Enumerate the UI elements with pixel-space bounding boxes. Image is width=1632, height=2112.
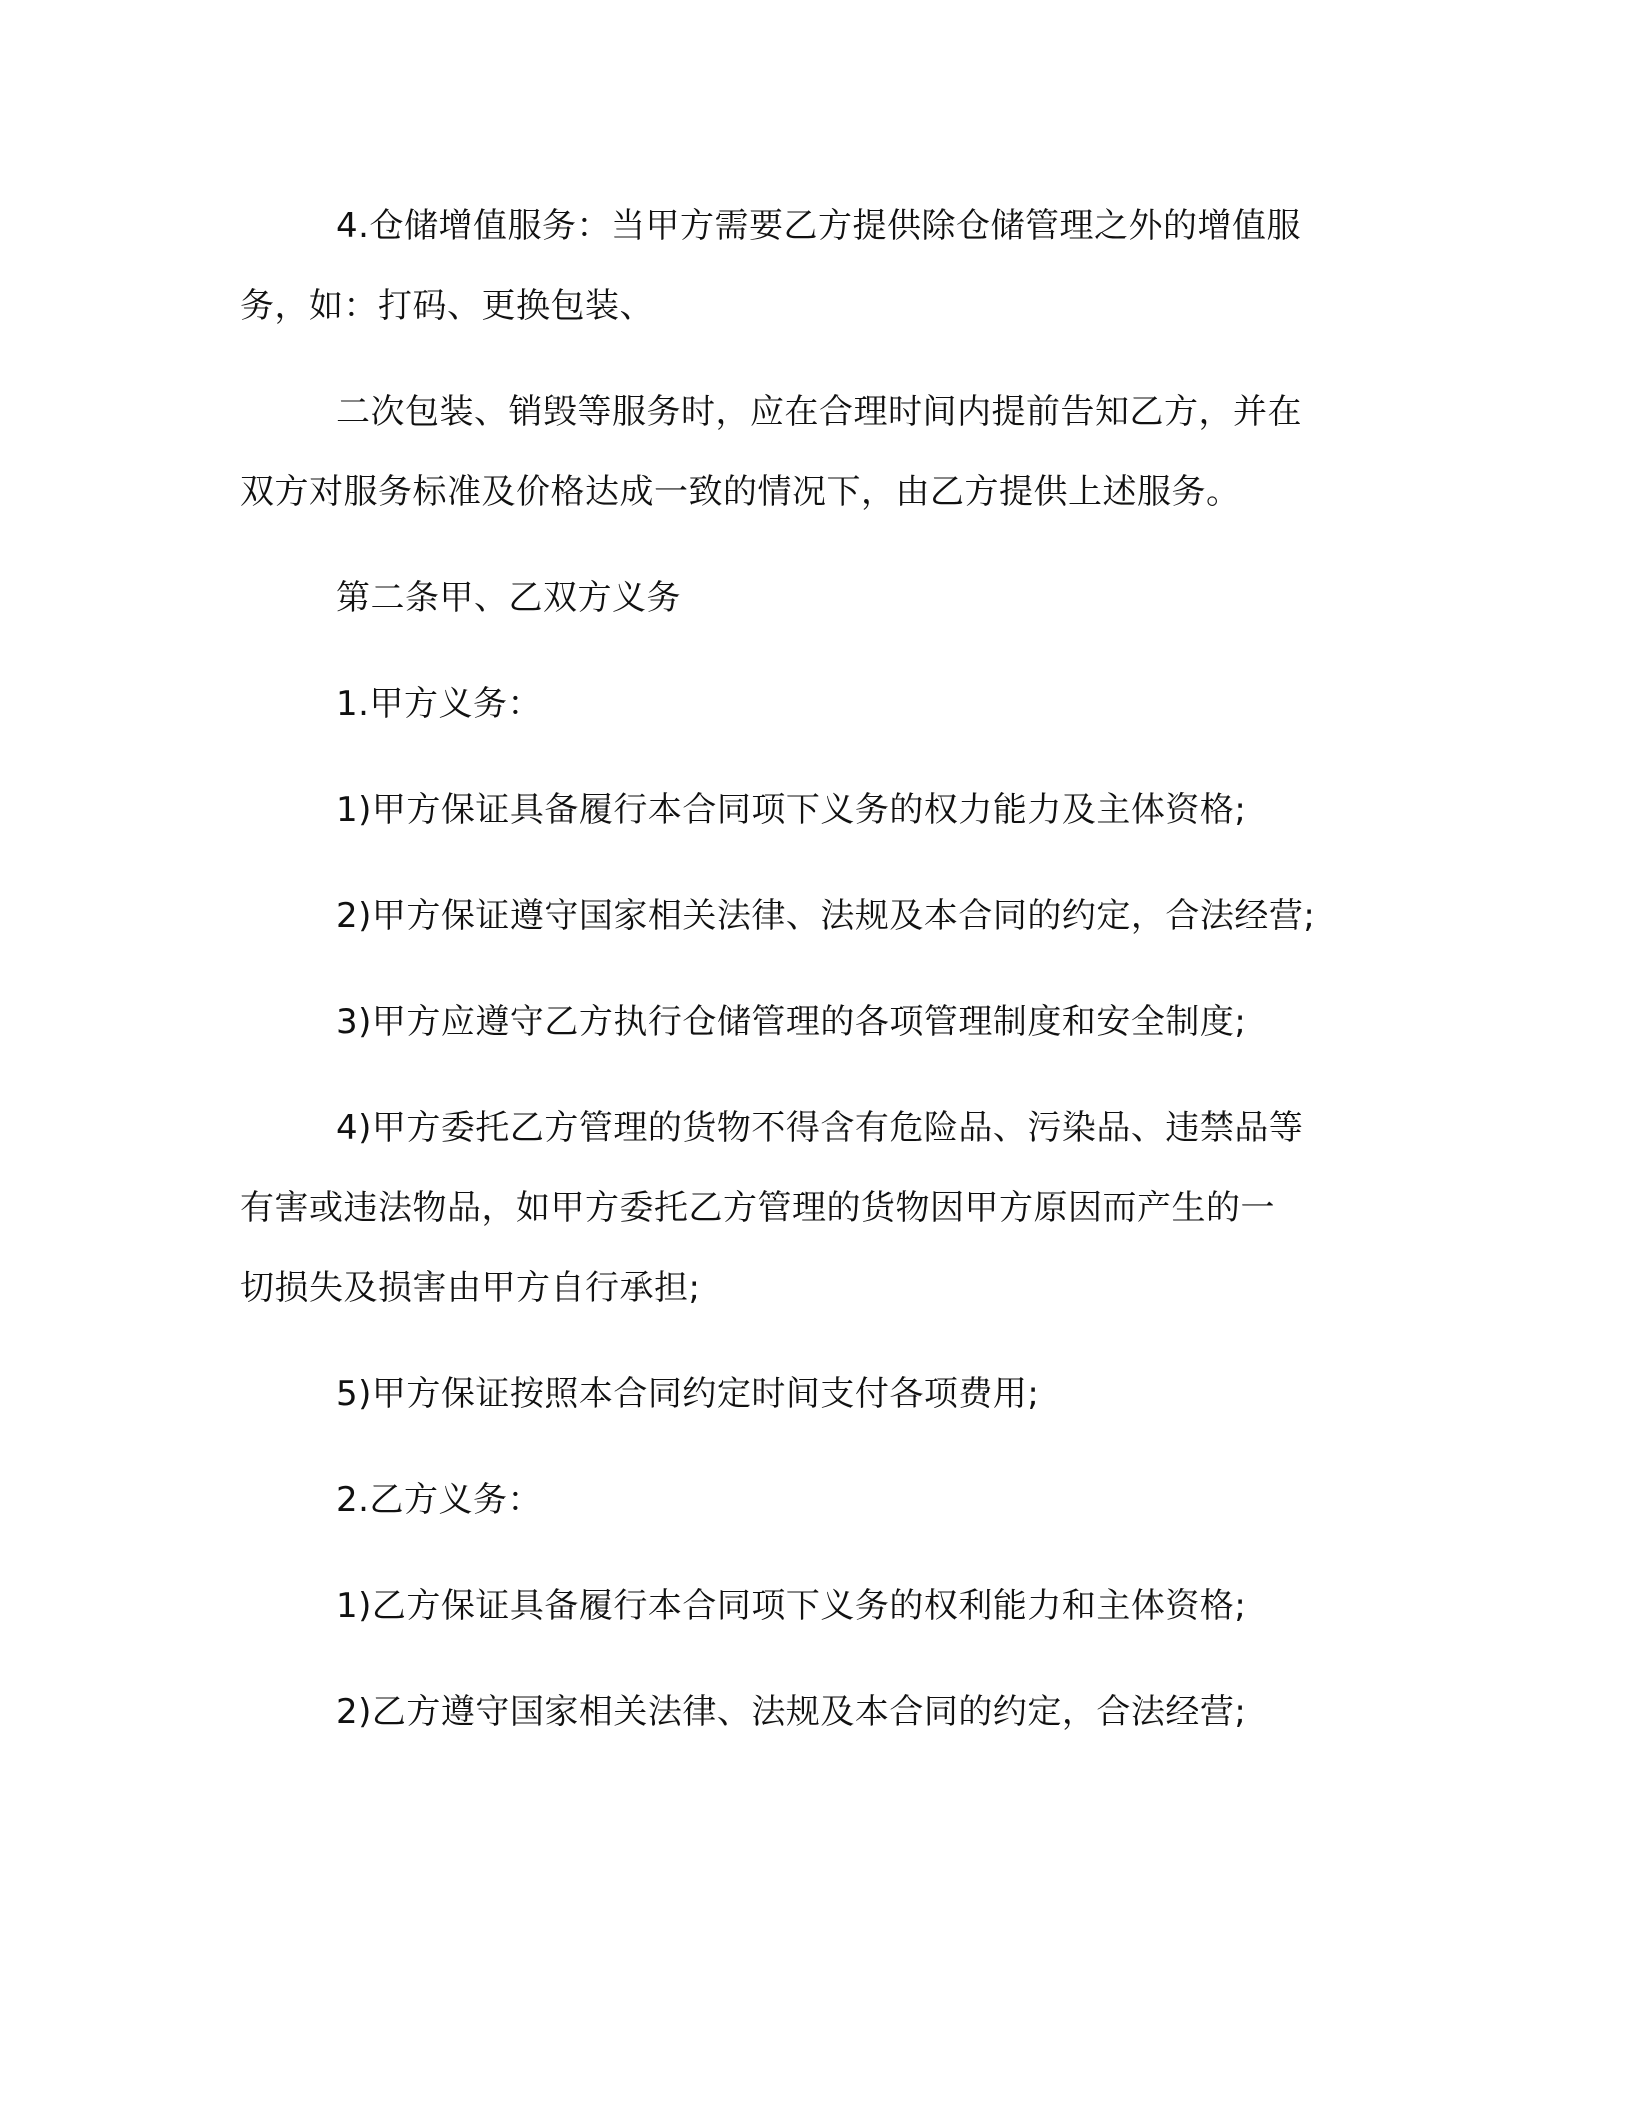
- list-item-party-a-1: 1)甲方保证具备履行本合同项下义务的权力能力及主体资格;: [336, 790, 1247, 830]
- list-item-party-b-2: 2)乙方遵守国家相关法律、法规及本合同的约定，合法经营;: [336, 1692, 1247, 1732]
- document-body: [240, 186, 1380, 1752]
- paragraph-line: 有害或违法物品，如甲方委托乙方管理的货物因甲方原因而产生的一: [240, 1188, 1275, 1228]
- paragraph-line: 务，如：打码、更换包装、: [240, 286, 654, 326]
- list-item-party-a-4: [240, 1088, 1380, 1328]
- list-item-party-a-3: 3)甲方应遵守乙方执行仓储管理的各项管理制度和安全制度;: [336, 1002, 1247, 1042]
- subheading-party-b-obligations: 2.乙方义务：: [336, 1480, 542, 1520]
- subheading-party-a-obligations: 1.甲方义务：: [336, 684, 542, 724]
- paragraph-value-added-services: [240, 186, 1380, 346]
- paragraph-line: 二次包装、销毁等服务时，应在合理时间内提前告知乙方，并在: [336, 392, 1302, 432]
- paragraph-line: 切损失及损害由甲方自行承担;: [240, 1268, 701, 1308]
- list-item-party-a-2: 2)甲方保证遵守国家相关法律、法规及本合同的约定，合法经营;: [336, 896, 1316, 936]
- list-item-party-a-5: 5)甲方保证按照本合同约定时间支付各项费用;: [336, 1374, 1040, 1414]
- paragraph-line: 4)甲方委托乙方管理的货物不得含有危险品、污染品、违禁品等: [336, 1108, 1304, 1148]
- list-item-party-b-1: 1)乙方保证具备履行本合同项下义务的权利能力和主体资格;: [336, 1586, 1247, 1626]
- paragraph-secondary-packaging: [240, 372, 1380, 532]
- paragraph-line: 双方对服务标准及价格达成一致的情况下，由乙方提供上述服务。: [240, 472, 1241, 512]
- paragraph-line: 4.仓储增值服务：当甲方需要乙方提供除仓储管理之外的增值服: [336, 206, 1301, 246]
- section-heading-article-2: 第二条甲、乙双方义务: [336, 578, 681, 618]
